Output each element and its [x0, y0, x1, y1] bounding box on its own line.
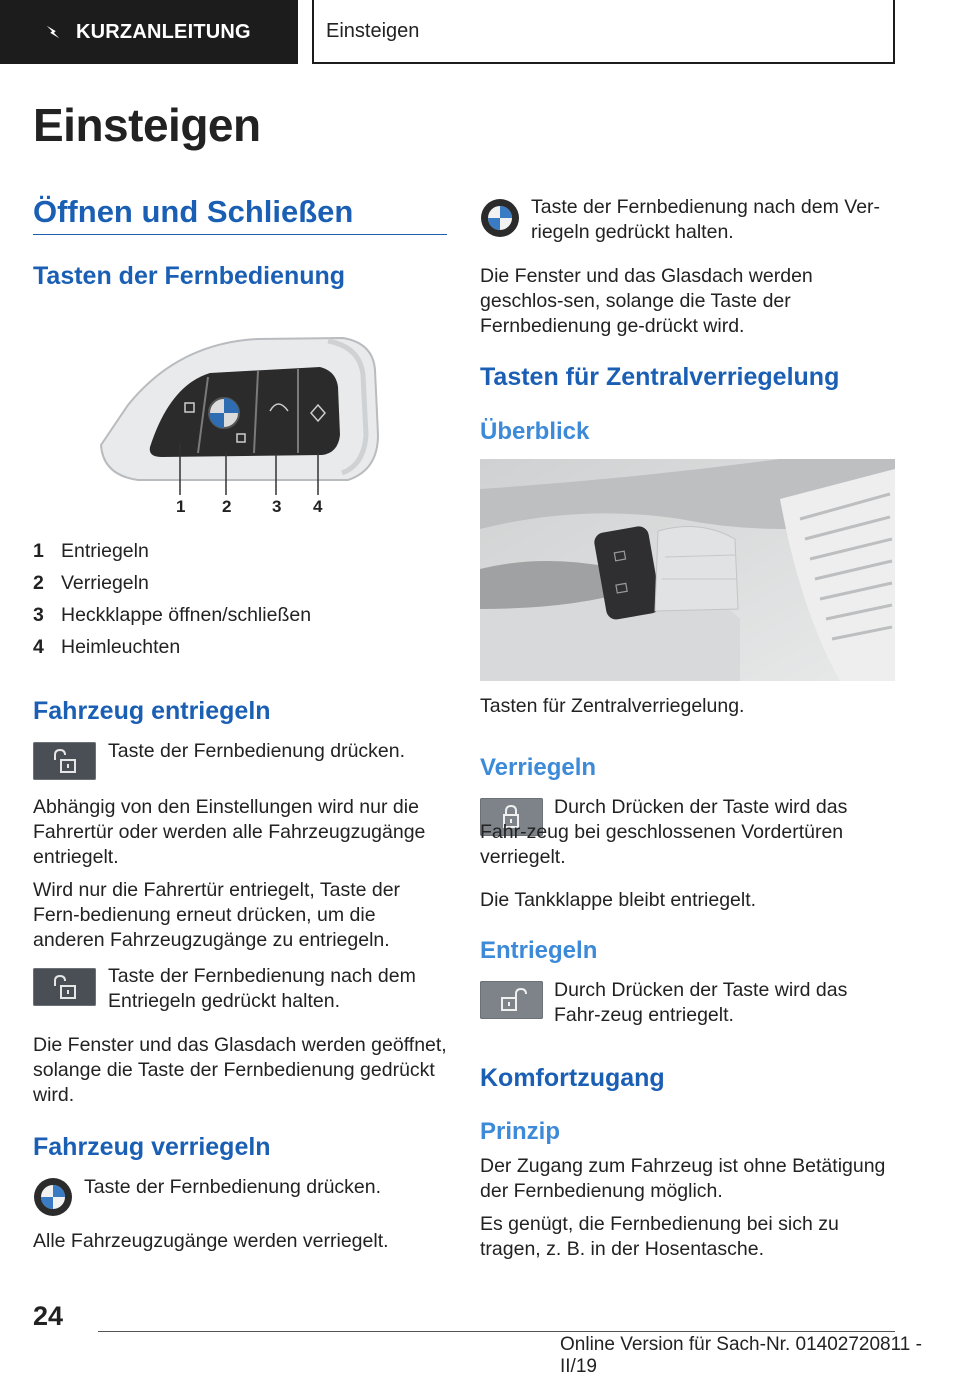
list-item — [33, 571, 453, 603]
list-number: 1 — [33, 540, 44, 562]
heading-ueberblick: Überblick — [480, 418, 590, 445]
heading-tasten-fernbedienung: Tasten der Fernbedienung — [33, 262, 346, 290]
entriegeln-paragraph-2: Wird nur die Fahrertür entriegelt, Taste der Fern-bedienung erneut drücken, um die anderen Fahrzeugzugänge zu entriegeln. — [33, 879, 401, 951]
entriegeln-hold-text: Taste der Fernbedienung nach dem Entriegeln gedrückt halten. — [108, 965, 416, 1012]
list-text: Heimleuchten — [61, 636, 181, 658]
entriegeln-paragraph-3: Die Fenster und das Glasdach werden geöffnet, solange die Taste der Fernbedienung gedrückt wird. — [33, 1034, 447, 1106]
heading-fahrzeug-entriegeln: Fahrzeug entriegeln — [33, 697, 271, 725]
unlock-button-icon-2 — [33, 968, 96, 1006]
page-title: Einsteigen — [33, 99, 261, 151]
tankklappe-text: Die Tankklappe bleibt entriegelt. — [480, 889, 757, 911]
legend-list — [33, 539, 453, 667]
heading-zentralverriegelung: Tasten für Zentralverriegelung — [480, 363, 840, 391]
bmw-logo-icon — [33, 1177, 73, 1217]
entriegeln-button-text: Taste der Fernbedienung drücken. — [108, 740, 406, 762]
unlock-button-icon — [33, 742, 96, 780]
heading-verriegeln: Verriegeln — [480, 754, 597, 781]
verriegeln-hold-text: Taste der Fernbedienung nach dem Ver-riegeln gedrückt halten. — [531, 196, 881, 243]
list-item — [33, 539, 453, 571]
verriegeln-paragraph-1: Alle Fahrzeugzugänge werden verriegelt. — [33, 1230, 389, 1252]
heading-prinzip: Prinzip — [480, 1118, 561, 1145]
lightning-icon — [44, 23, 62, 41]
heading-komfortzugang: Komfortzugang — [480, 1064, 665, 1092]
verriegeln-button-text: Taste der Fernbedienung drücken. — [84, 1176, 382, 1198]
prinzip-paragraph-1: Der Zugang zum Fahrzeug ist ohne Betätigung der Fernbedienung möglich. — [480, 1155, 886, 1202]
figure-label-4: 4 — [313, 497, 323, 516]
list-number: 2 — [33, 572, 44, 594]
list-number: 3 — [33, 604, 44, 626]
footer-text: Online Version für Sach-Nr. 01402720811 - II/19 — [560, 1334, 922, 1377]
heading-fahrzeug-verriegeln: Fahrzeug verriegeln — [33, 1133, 271, 1161]
header-section-tab[interactable] — [0, 0, 298, 64]
list-number: 4 — [33, 636, 44, 658]
header-section-label: KURZANLEITUNG — [76, 20, 251, 43]
list-item — [33, 603, 453, 635]
key-fob-figure — [98, 335, 383, 520]
door-panel-photo — [480, 459, 895, 681]
bmw-logo-icon — [480, 198, 520, 238]
fenster-paragraph: Die Fenster und das Glasdach werden geschlos-sen, solange die Taste der Fernbedienung ge-drückt wird. — [480, 265, 813, 337]
heading-divider — [33, 234, 447, 235]
entriegeln-paragraph-1: Abhängig von den Einstellungen wird nur die Fahrertür oder werden alle Fahrzeugzugänge entriegelt. — [33, 796, 426, 868]
figure-label-2: 2 — [222, 497, 232, 516]
list-item — [33, 635, 453, 667]
entriegeln-description: Durch Drücken der Taste wird das Fahr-zeug entriegelt. — [554, 979, 848, 1026]
list-text: Heckklappe öffnen/schließen — [61, 604, 312, 626]
footer-divider — [98, 1331, 895, 1332]
figure-label-3: 3 — [272, 497, 282, 516]
list-text: Entriegeln — [61, 540, 149, 562]
list-text: Verriegeln — [61, 572, 149, 594]
header-chapter-label: Einsteigen — [326, 19, 420, 42]
page-number: 24 — [33, 1301, 64, 1331]
header-chapter-tab[interactable] — [312, 0, 895, 64]
unlock-button-icon-3 — [480, 981, 543, 1019]
prinzip-paragraph-2: Es genügt, die Fernbedienung bei sich zu tragen, z. B. in der Hosentasche. — [480, 1213, 839, 1260]
verriegeln-description: Durch Drücken der Taste wird das Fahr-zeug bei geschlossenen Vordertüren verriegelt. — [480, 796, 848, 868]
figure-caption: Tasten für Zentralverriegelung. — [480, 695, 745, 717]
heading-oeffnen-schliessen: Öffnen und Schließen — [33, 194, 354, 229]
heading-entriegeln: Entriegeln — [480, 937, 598, 964]
figure-label-1: 1 — [176, 497, 186, 516]
